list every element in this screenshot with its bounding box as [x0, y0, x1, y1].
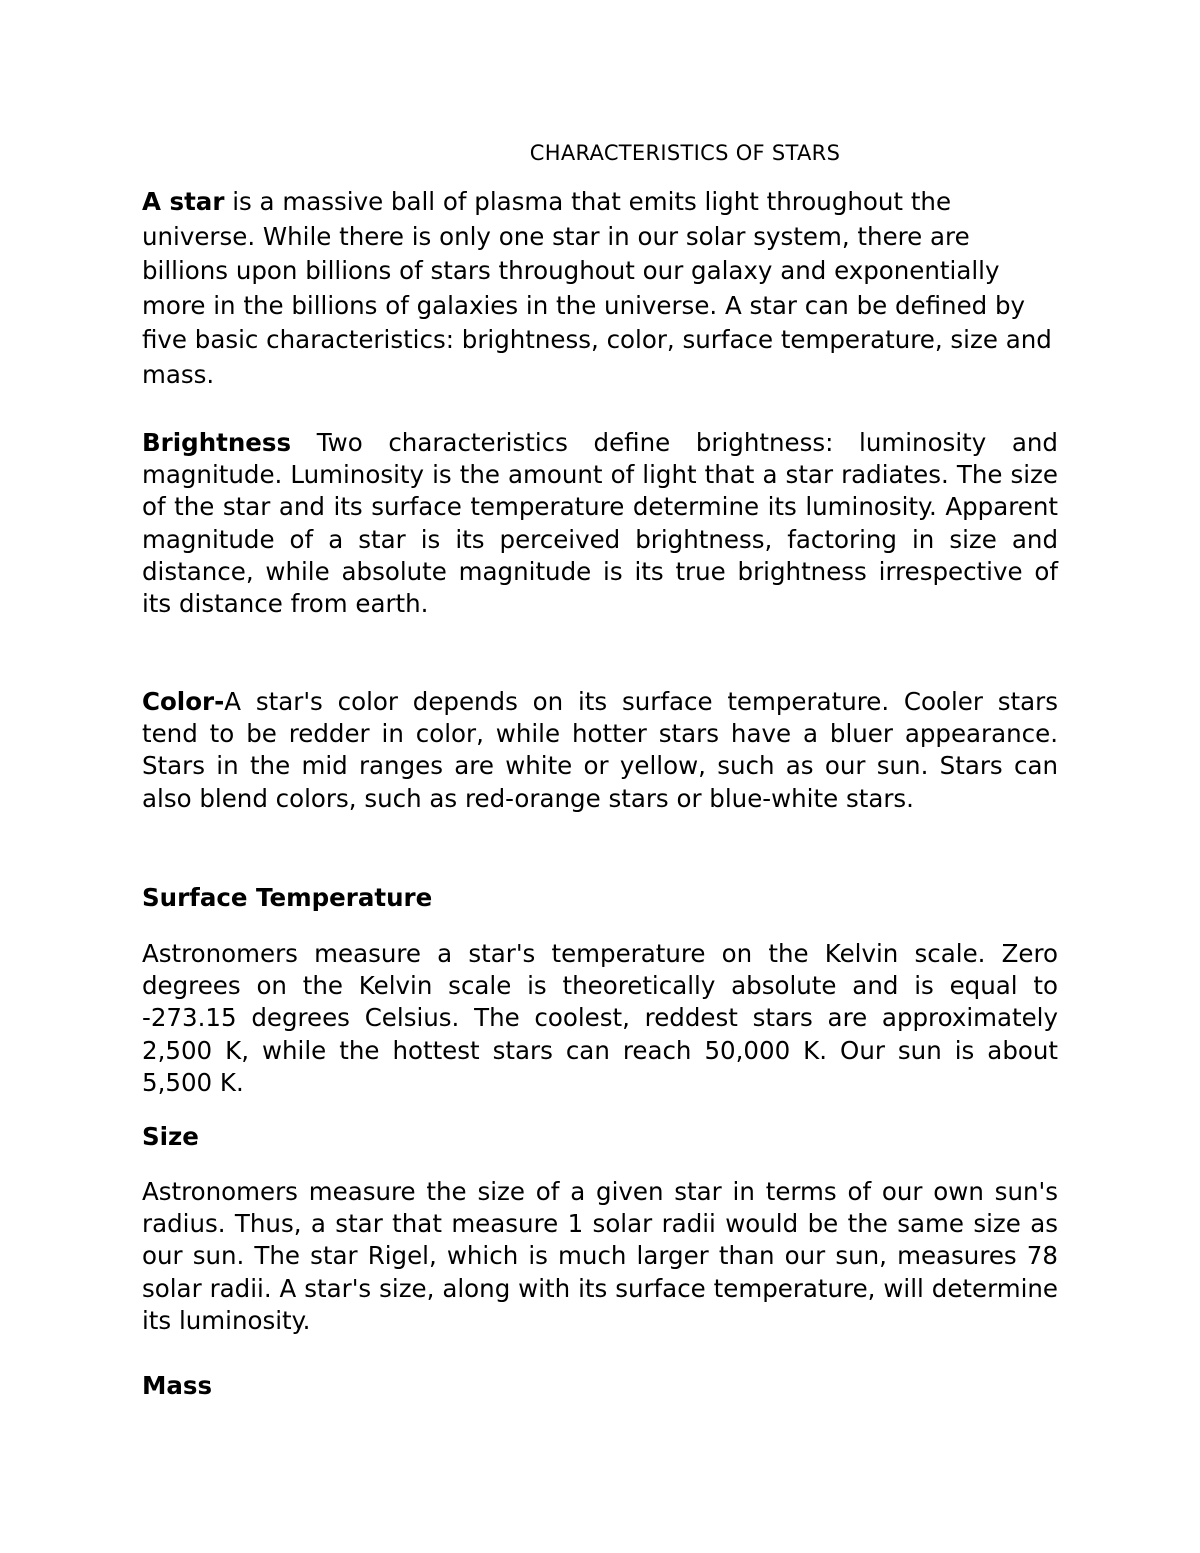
- color-lead-term: Color-: [142, 687, 225, 716]
- surface-temperature-heading: Surface Temperature: [142, 883, 433, 912]
- document-title: CHARACTERISTICS OF STARS: [529, 141, 841, 165]
- brightness-text: Two characteristics define brightness: luminosity and magnitude. Luminosity is the amount of light that a star radiates. The size of the star and its surface temperature determine its luminosity. Apparent magnitude of a star is its perceived brightness, factoring in size and distance, while absolute magnitude is its true brightness irrespective of its distance from earth.: [142, 428, 1058, 619]
- color-text: A star's color depends on its surface temperature. Cooler stars tend to be redder in color, while hotter stars have a bluer appearance. Stars in the mid ranges are white or yellow, such as our sun. Stars can also blend colors, such as red-orange stars or blue-white stars.: [142, 687, 1058, 813]
- brightness-paragraph: [142, 427, 1058, 620]
- brightness-lead-term: Brightness: [142, 428, 292, 457]
- size-paragraph: Astronomers measure the size of a given star in terms of our own sun's radius. Thus, a star that measure 1 solar radii would be the same size as our sun. The star Rigel, which is much larger than our sun, measures 78 solar radii. A star's size, along with its surface temperature, will determine its luminosity.: [142, 1177, 1058, 1335]
- color-paragraph: [142, 686, 1058, 815]
- intro-lead-term: A star: [142, 187, 225, 216]
- intro-text: is a massive ball of plasma that emits light throughout the universe. While there is only one star in our solar system, there are billions upon billions of stars throughout our galaxy and exponentially more in the billions of galaxies in the universe. A star can be defined by five basic characteristics: brightness, color, surface temperature, size and mass.: [142, 187, 1052, 389]
- mass-heading: Mass: [142, 1371, 213, 1400]
- size-heading: Size: [142, 1122, 199, 1151]
- intro-paragraph: [142, 185, 1058, 393]
- surface-temperature-paragraph: Astronomers measure a star's temperature on the Kelvin scale. Zero degrees on the Kelvin scale is theoretically absolute and is equal to -273.15 degrees Celsius. The coolest, reddest stars are approximately 2,500 K, while the hottest stars can reach 50,000 K. Our sun is about 5,500 K.: [142, 939, 1058, 1097]
